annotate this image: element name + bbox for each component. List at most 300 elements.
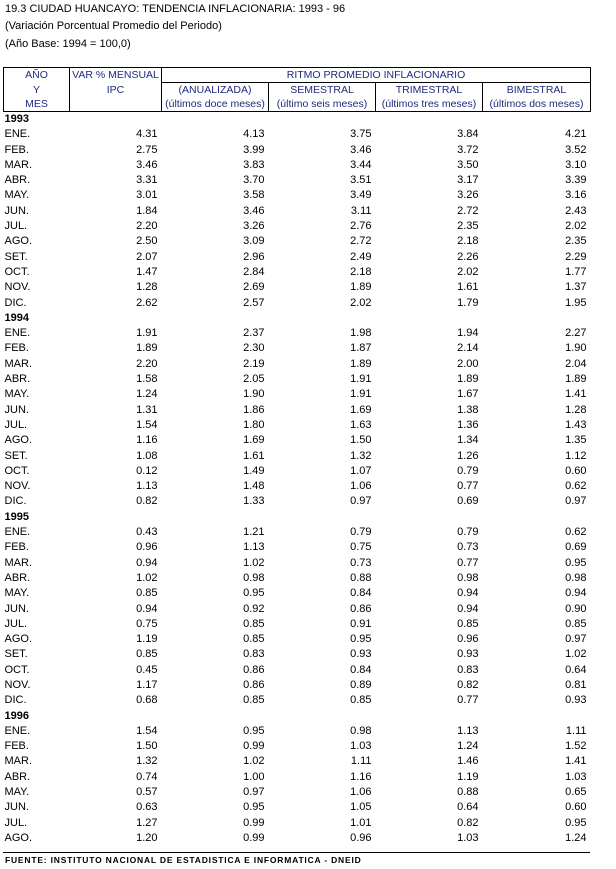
bimestral-cell: 1.89: [565, 373, 587, 386]
ipc-monthly-cell: 1.20: [136, 831, 158, 844]
month-cell: JUN.: [4, 801, 29, 814]
ipc-monthly-cell: 0.85: [136, 587, 158, 600]
table-row: [4, 234, 591, 249]
trimestral-cell: 2.14: [457, 342, 479, 355]
header-empty-cell: [70, 97, 162, 112]
annualized-cell: 1.00: [243, 770, 265, 783]
trimestral-cell: 2.02: [457, 265, 479, 278]
year-row: [4, 510, 591, 525]
table-row: [4, 724, 591, 739]
annualized-cell: 1.13: [243, 541, 265, 554]
trimestral-cell: 1.94: [457, 327, 479, 340]
bimestral-cell: 2.29: [565, 250, 587, 263]
month-cell: ENE.: [4, 128, 31, 141]
bimestral-cell: 2.43: [565, 204, 587, 217]
month-cell: DIC.: [4, 495, 27, 508]
trimestral-cell: 0.77: [457, 556, 479, 569]
bimestral-cell: 0.95: [565, 556, 587, 569]
bimestral-cell: 2.35: [565, 235, 587, 248]
semestral-cell: 1.87: [350, 342, 372, 355]
month-cell: ABR.: [4, 174, 31, 187]
bimestral-cell: 0.95: [565, 816, 587, 829]
header-bimestral-label: BIMESTRAL: [483, 83, 591, 98]
ipc-monthly-cell: 1.54: [136, 724, 158, 737]
annualized-cell: 0.95: [243, 724, 265, 737]
trimestral-cell: 1.03: [457, 831, 479, 844]
semestral-cell: 2.72: [350, 235, 372, 248]
annualized-cell: 3.46: [243, 204, 265, 217]
bimestral-cell: 1.41: [565, 388, 587, 401]
month-cell: JUL.: [4, 816, 28, 829]
table-row: [4, 540, 591, 555]
annualized-cell: 3.99: [243, 143, 265, 156]
annualized-cell: 4.13: [243, 128, 265, 141]
table-row: [4, 831, 591, 846]
semestral-cell: 0.95: [350, 633, 372, 646]
trimestral-cell: 0.83: [457, 663, 479, 676]
semestral-cell: 1.50: [350, 434, 372, 447]
ipc-monthly-cell: 1.19: [136, 633, 158, 646]
semestral-cell: 0.79: [350, 526, 372, 539]
table-row: [4, 571, 591, 586]
bimestral-cell: 1.35: [565, 434, 587, 447]
semestral-cell: 1.89: [350, 357, 372, 370]
annualized-cell: 3.70: [243, 174, 265, 187]
ipc-monthly-cell: 1.08: [136, 449, 158, 462]
bimestral-cell: 0.85: [565, 617, 587, 630]
month-cell: AGO.: [4, 831, 33, 844]
month-cell: MAR.: [4, 357, 32, 370]
semestral-cell: 0.88: [350, 571, 372, 584]
month-cell: OCT.: [4, 265, 30, 278]
ipc-monthly-cell: 3.01: [136, 189, 158, 202]
table-row: [4, 204, 591, 219]
table-row: [4, 158, 591, 173]
semestral-cell: 0.97: [350, 495, 372, 508]
ipc-monthly-cell: 2.20: [136, 220, 158, 233]
semestral-cell: 0.84: [350, 587, 372, 600]
inflation-table: [3, 67, 591, 846]
ipc-monthly-cell: 0.57: [136, 786, 158, 799]
semestral-cell: 1.63: [350, 418, 372, 431]
header-group-label: RITMO PROMEDIO INFLACIONARIO: [162, 68, 591, 83]
inflation-table-container: [3, 67, 590, 846]
table-row: [4, 372, 591, 387]
annualized-cell: 3.26: [243, 220, 265, 233]
month-cell: ENE.: [4, 526, 31, 539]
semestral-cell: 3.75: [350, 128, 372, 141]
month-cell: NOV.: [4, 480, 31, 493]
ipc-monthly-cell: 0.12: [136, 464, 158, 477]
table-row: [4, 816, 591, 831]
year-row: [4, 709, 591, 724]
ipc-monthly-cell: 1.28: [136, 281, 158, 294]
month-cell: ABR.: [4, 373, 31, 386]
bimestral-cell: 0.62: [565, 480, 587, 493]
annualized-cell: 1.48: [243, 480, 265, 493]
bimestral-cell: 3.52: [565, 143, 587, 156]
annualized-cell: 0.99: [243, 740, 265, 753]
month-cell: ABR.: [4, 770, 31, 783]
semestral-cell: 0.86: [350, 602, 372, 615]
semestral-cell: 1.07: [350, 464, 372, 477]
ipc-monthly-cell: 3.46: [136, 158, 158, 171]
trimestral-cell: 1.89: [457, 373, 479, 386]
semestral-cell: 0.75: [350, 541, 372, 554]
trimestral-cell: 1.46: [457, 755, 479, 768]
bimestral-cell: 0.64: [565, 663, 587, 676]
ipc-monthly-cell: 1.58: [136, 373, 158, 386]
table-row: [4, 525, 591, 540]
bimestral-cell: 1.12: [565, 449, 587, 462]
trimestral-cell: 1.13: [457, 724, 479, 737]
annualized-cell: 0.99: [243, 831, 265, 844]
annualized-cell: 0.86: [243, 663, 265, 676]
month-cell: AGO.: [4, 633, 33, 646]
bimestral-cell: 4.21: [565, 128, 587, 141]
semestral-cell: 0.84: [350, 663, 372, 676]
ipc-monthly-cell: 1.27: [136, 816, 158, 829]
trimestral-cell: 0.93: [457, 648, 479, 661]
bimestral-cell: 0.93: [565, 694, 587, 707]
bimestral-cell: 3.16: [565, 189, 587, 202]
semestral-cell: 3.51: [350, 174, 372, 187]
semestral-cell: 2.18: [350, 265, 372, 278]
bimestral-cell: 1.24: [565, 831, 587, 844]
table-row: [4, 464, 591, 479]
bimestral-cell: 2.04: [565, 357, 587, 370]
table-row: [4, 647, 591, 662]
bimestral-cell: 2.27: [565, 327, 587, 340]
annualized-cell: 2.37: [243, 327, 265, 340]
ipc-monthly-cell: 2.20: [136, 357, 158, 370]
semestral-cell: 1.69: [350, 403, 372, 416]
table-row: [4, 173, 591, 188]
semestral-cell: 3.46: [350, 143, 372, 156]
annualized-cell: 1.21: [243, 526, 265, 539]
header-semestral-label: SEMESTRAL: [269, 83, 376, 98]
semestral-cell: 1.05: [350, 801, 372, 814]
table-row: [4, 387, 591, 402]
table-row: [4, 494, 591, 509]
table-row: [4, 602, 591, 617]
page-title: 19.3 CIUDAD HUANCAYO: TENDENCIA INFLACIONARIA: 1993 - 96: [5, 3, 346, 15]
month-cell: FEB.: [4, 342, 29, 355]
annualized-cell: 2.05: [243, 373, 265, 386]
year-row: [4, 112, 591, 128]
trimestral-cell: 0.82: [457, 678, 479, 691]
month-cell: OCT.: [4, 464, 30, 477]
bimestral-cell: 3.39: [565, 174, 587, 187]
month-cell: MAY.: [4, 189, 30, 202]
annualized-cell: 3.83: [243, 158, 265, 171]
month-cell: JUL.: [4, 617, 28, 630]
bimestral-cell: 1.03: [565, 770, 587, 783]
table-row: [4, 250, 591, 265]
semestral-cell: 1.98: [350, 327, 372, 340]
table-row: [4, 418, 591, 433]
trimestral-cell: 2.26: [457, 250, 479, 263]
table-row: [4, 280, 591, 295]
ipc-monthly-cell: 0.75: [136, 617, 158, 630]
bimestral-cell: 1.02: [565, 648, 587, 661]
ipc-monthly-cell: 1.47: [136, 265, 158, 278]
year-label: 1993: [4, 113, 29, 125]
table-row: [4, 693, 591, 708]
semestral-cell: 1.16: [350, 770, 372, 783]
semestral-cell: 1.06: [350, 480, 372, 493]
table-row: [4, 127, 591, 142]
ipc-monthly-cell: 1.89: [136, 342, 158, 355]
trimestral-cell: 0.79: [457, 526, 479, 539]
ipc-monthly-cell: 2.62: [136, 296, 158, 309]
table-row: [4, 556, 591, 571]
table-row: [4, 479, 591, 494]
month-cell: SET.: [4, 250, 28, 263]
annualized-cell: 2.57: [243, 296, 265, 309]
bimestral-cell: 1.37: [565, 281, 587, 294]
trimestral-cell: 0.94: [457, 602, 479, 615]
subtitle-variation: (Variación Porcentual Promedio del Periodo): [5, 20, 222, 32]
trimestral-cell: 0.79: [457, 464, 479, 477]
month-cell: NOV.: [4, 281, 31, 294]
month-cell: JUN.: [4, 602, 29, 615]
ipc-monthly-cell: 1.24: [136, 388, 158, 401]
semestral-cell: 2.49: [350, 250, 372, 263]
annualized-cell: 2.19: [243, 357, 265, 370]
month-cell: AGO.: [4, 235, 33, 248]
ipc-monthly-cell: 0.63: [136, 801, 158, 814]
month-cell: JUN.: [4, 403, 29, 416]
table-row: [4, 143, 591, 158]
ipc-monthly-cell: 0.94: [136, 556, 158, 569]
annualized-cell: 0.95: [243, 801, 265, 814]
trimestral-cell: 1.36: [457, 418, 479, 431]
month-cell: FEB.: [4, 740, 29, 753]
trimestral-cell: 0.98: [457, 571, 479, 584]
year-label: 1996: [4, 709, 29, 722]
bimestral-cell: 0.97: [565, 495, 587, 508]
trimestral-cell: 0.85: [457, 617, 479, 630]
header-annualized-label: (ANUALIZADA): [162, 83, 269, 98]
ipc-monthly-cell: 0.74: [136, 770, 158, 783]
month-cell: JUN.: [4, 204, 29, 217]
table-row: [4, 617, 591, 632]
bimestral-cell: 0.60: [565, 464, 587, 477]
trimestral-cell: 1.19: [457, 770, 479, 783]
header-monthly-var-label: VAR % MENSUAL: [70, 68, 162, 83]
semestral-cell: 0.98: [350, 724, 372, 737]
month-cell: MAY.: [4, 388, 30, 401]
month-cell: JUL.: [4, 220, 28, 233]
semestral-cell: 3.49: [350, 189, 372, 202]
trimestral-cell: 2.00: [457, 357, 479, 370]
bimestral-cell: 1.28: [565, 403, 587, 416]
ipc-monthly-cell: 1.31: [136, 403, 158, 416]
bimestral-cell: 0.98: [565, 571, 587, 584]
annualized-cell: 0.97: [243, 786, 265, 799]
ipc-monthly-cell: 1.32: [136, 755, 158, 768]
ipc-monthly-cell: 0.45: [136, 663, 158, 676]
month-cell: DIC.: [4, 296, 27, 309]
ipc-monthly-cell: 0.68: [136, 694, 158, 707]
ipc-monthly-cell: 2.50: [136, 235, 158, 248]
trimestral-cell: 0.77: [457, 694, 479, 707]
table-row: [4, 800, 591, 815]
table-row: [4, 433, 591, 448]
source-footer: FUENTE: INSTITUTO NACIONAL DE ESTADISTICA E INFORMATICA - DNEID: [5, 855, 362, 865]
annualized-cell: 1.90: [243, 388, 265, 401]
month-cell: SET.: [4, 449, 28, 462]
semestral-cell: 1.11: [350, 755, 372, 768]
header-annualized-sub: (últimos doce meses): [162, 97, 269, 112]
annualized-cell: 1.49: [243, 464, 265, 477]
month-cell: MAY.: [4, 786, 30, 799]
bimestral-cell: 1.41: [565, 755, 587, 768]
annualized-cell: 0.95: [243, 587, 265, 600]
bimestral-cell: 3.10: [565, 158, 587, 171]
semestral-cell: 1.32: [350, 449, 372, 462]
bimestral-cell: 1.52: [565, 740, 587, 753]
trimestral-cell: 2.18: [457, 235, 479, 248]
table-row: [4, 739, 591, 754]
semestral-cell: 1.91: [350, 388, 372, 401]
semestral-cell: 3.44: [350, 158, 372, 171]
table-row: [4, 449, 591, 464]
year-row: [4, 311, 591, 326]
semestral-cell: 0.91: [350, 617, 372, 630]
semestral-cell: 2.02: [350, 296, 372, 309]
trimestral-cell: 0.77: [457, 480, 479, 493]
annualized-cell: 0.99: [243, 816, 265, 829]
trimestral-cell: 0.96: [457, 633, 479, 646]
header-year-label: AÑO: [4, 68, 70, 83]
trimestral-cell: 3.72: [457, 143, 479, 156]
header-trimestral-label: TRIMESTRAL: [376, 83, 483, 98]
table-row: [4, 341, 591, 356]
trimestral-cell: 3.50: [457, 158, 479, 171]
bimestral-cell: 0.97: [565, 633, 587, 646]
header-trimestral-sub: (últimos tres meses): [376, 97, 483, 112]
header-bimestral-sub: (últimos dos meses): [483, 97, 591, 112]
semestral-cell: 1.06: [350, 786, 372, 799]
annualized-cell: 3.58: [243, 189, 265, 202]
ipc-monthly-cell: 1.54: [136, 418, 158, 431]
month-cell: MAR.: [4, 755, 32, 768]
trimestral-cell: 1.34: [457, 434, 479, 447]
table-row: [4, 326, 591, 341]
bimestral-cell: 0.62: [565, 526, 587, 539]
ipc-monthly-cell: 0.43: [136, 526, 158, 539]
trimestral-cell: 0.94: [457, 587, 479, 600]
bimestral-cell: 0.90: [565, 602, 587, 615]
header-ipc-label: IPC: [70, 83, 162, 98]
semestral-cell: 2.76: [350, 220, 372, 233]
annualized-cell: 0.83: [243, 648, 265, 661]
annualized-cell: 0.86: [243, 678, 265, 691]
annualized-cell: 1.61: [243, 449, 265, 462]
trimestral-cell: 1.79: [457, 296, 479, 309]
table-row: [4, 357, 591, 372]
table-header: [4, 68, 591, 112]
trimestral-cell: 1.24: [457, 740, 479, 753]
trimestral-cell: 0.82: [457, 816, 479, 829]
ipc-monthly-cell: 2.75: [136, 143, 158, 156]
table-row: [4, 632, 591, 647]
bimestral-cell: 0.69: [565, 541, 587, 554]
trimestral-cell: 1.67: [457, 388, 479, 401]
ipc-monthly-cell: 1.16: [136, 434, 158, 447]
annualized-cell: 2.69: [243, 281, 265, 294]
semestral-cell: 0.85: [350, 694, 372, 707]
month-cell: ABR.: [4, 571, 31, 584]
ipc-monthly-cell: 4.31: [136, 128, 158, 141]
semestral-cell: 1.01: [350, 816, 372, 829]
annualized-cell: 0.85: [243, 694, 265, 707]
semestral-cell: 0.89: [350, 678, 372, 691]
annualized-cell: 3.09: [243, 235, 265, 248]
month-cell: MAY.: [4, 587, 30, 600]
bimestral-cell: 0.65: [565, 786, 587, 799]
table-row: [4, 265, 591, 280]
ipc-monthly-cell: 1.50: [136, 740, 158, 753]
ipc-monthly-cell: 3.31: [136, 174, 158, 187]
annualized-cell: 1.69: [243, 434, 265, 447]
month-cell: SET.: [4, 648, 28, 661]
bimestral-cell: 1.95: [565, 296, 587, 309]
semestral-cell: 1.89: [350, 281, 372, 294]
trimestral-cell: 1.61: [457, 281, 479, 294]
annualized-cell: 1.02: [243, 556, 265, 569]
annualized-cell: 1.33: [243, 495, 265, 508]
month-cell: ENE.: [4, 724, 31, 737]
bimestral-cell: 0.81: [565, 678, 587, 691]
table-row: [4, 188, 591, 203]
semestral-cell: 1.03: [350, 740, 372, 753]
semestral-cell: 1.91: [350, 373, 372, 386]
trimestral-cell: 0.64: [457, 801, 479, 814]
month-cell: JUL.: [4, 418, 28, 431]
table-row: [4, 785, 591, 800]
ipc-monthly-cell: 1.02: [136, 571, 158, 584]
semestral-cell: 3.11: [350, 204, 372, 217]
footer-divider: [3, 852, 590, 853]
ipc-monthly-cell: 0.94: [136, 602, 158, 615]
table-row: [4, 296, 591, 311]
month-cell: OCT.: [4, 663, 30, 676]
ipc-monthly-cell: 0.96: [136, 541, 158, 554]
annualized-cell: 2.96: [243, 250, 265, 263]
ipc-monthly-cell: 1.84: [136, 204, 158, 217]
month-cell: AGO.: [4, 434, 33, 447]
annualized-cell: 2.84: [243, 265, 265, 278]
trimestral-cell: 2.72: [457, 204, 479, 217]
month-cell: FEB.: [4, 541, 29, 554]
ipc-monthly-cell: 0.82: [136, 495, 158, 508]
header-semestral-sub: (último seis meses): [269, 97, 376, 112]
trimestral-cell: 0.73: [457, 541, 479, 554]
bimestral-cell: 1.77: [565, 265, 587, 278]
annualized-cell: 1.02: [243, 755, 265, 768]
ipc-monthly-cell: 0.85: [136, 648, 158, 661]
table-row: [4, 678, 591, 693]
annualized-cell: 0.85: [243, 633, 265, 646]
table-row: [4, 663, 591, 678]
year-label: 1995: [4, 510, 29, 523]
table-row: [4, 754, 591, 769]
bimestral-cell: 2.02: [565, 220, 587, 233]
table-row: [4, 770, 591, 785]
